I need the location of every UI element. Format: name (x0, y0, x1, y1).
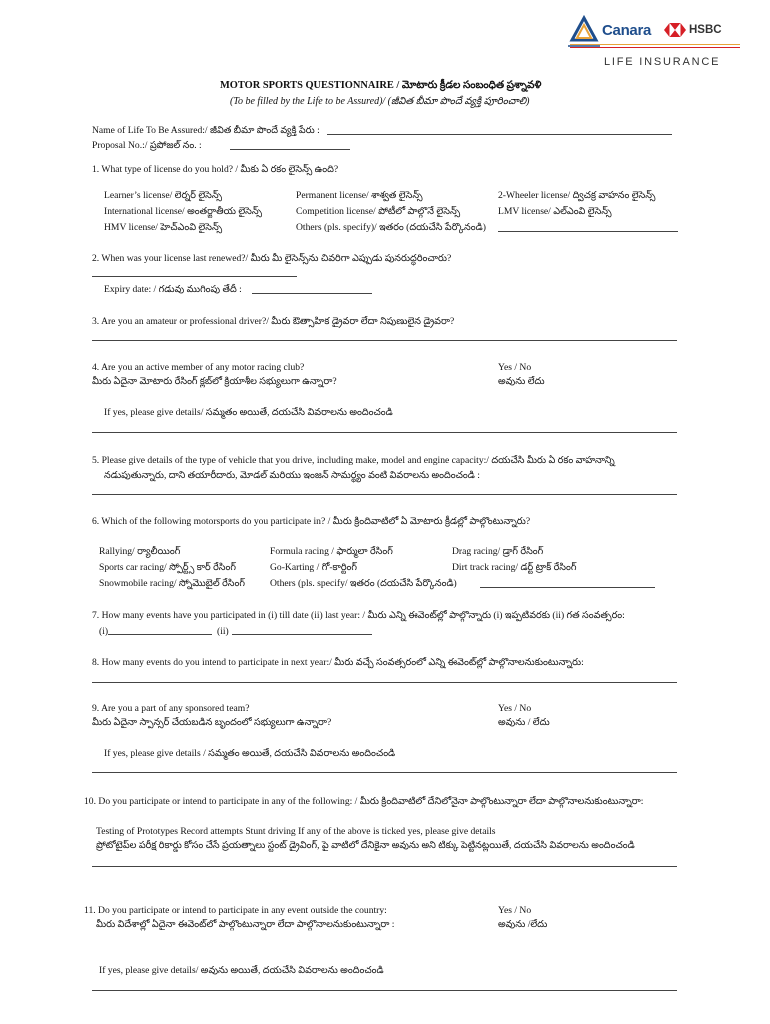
canara-hsbc-logo (566, 14, 746, 72)
q6-option[interactable]: Sports car racing/ స్పోర్ట్స్ కార్ రేసింగ్ (99, 562, 236, 573)
logo-divider-red (570, 47, 740, 48)
logo-brand-canara: Canara (602, 22, 652, 39)
logo-tagline: LIFE INSURANCE (604, 56, 721, 68)
logo-brand-hsbc: HSBC (689, 24, 722, 36)
q3-answer-line[interactable] (92, 340, 677, 341)
q4-yes-no-te[interactable]: అవును లేదు (498, 376, 545, 387)
q1-option[interactable]: LMV license/ ఎల్ఎంవి లైసెన్స్ (498, 206, 612, 217)
q1-option[interactable]: Permanent license/ శాశ్వత లైసెన్స్ (296, 190, 423, 201)
q1-option[interactable]: Others (pls. specify)/ ఇతరం (దయచేసి పేర్కొనండి) (296, 222, 486, 233)
q6-option[interactable]: Drag racing/ డ్రాగ్ రేసింగ్ (452, 546, 544, 557)
q5-text-en: 5. Please give details of the type of vehicle that you drive, including make, model and engine capacity:/ దయచేసి మీరు ఏ రకం వాహనాన్ని (92, 455, 615, 466)
q1-option[interactable]: 2-Wheeler license/ ద్విచక్ర వాహనం లైసెన్స్ (498, 190, 656, 201)
logo-divider-orange (570, 44, 740, 45)
q5-answer-line[interactable] (92, 494, 677, 495)
q3-text: 3. Are you an amateur or professional driver?/ మీరు ఔత్సాహిక డ్రైవరా లేదా నిపుణులైన డ్రైవరా? (92, 316, 455, 327)
form-subtitle: (To be filled by the Life to be Assured)/ (జీవిత బీమా పొందే వ్యక్తి పూరించాలి) (230, 96, 530, 107)
canara-triangle-icon (566, 14, 602, 54)
q7-part2-label: (ii) (217, 626, 229, 637)
q9-yes-no-te[interactable]: అవును / లేదు (498, 717, 550, 728)
q9-yes-no[interactable]: Yes / No (498, 703, 532, 714)
q6-option[interactable]: Dirt track racing/ డర్ట్ ట్రాక్ రేసింగ్ (452, 562, 577, 573)
q1-others-input-line[interactable] (498, 231, 678, 232)
q7-part2-input-line[interactable] (232, 634, 372, 635)
q6-option[interactable]: Rallying/ ర్యాలీయింగ్ (99, 546, 181, 557)
q11-yes-no[interactable]: Yes / No (498, 905, 532, 916)
q4-details-label: If yes, please give details/ సమ్మతం అయితే, దయచేసి వివరాలను అందించండి (104, 407, 393, 418)
form-title: MOTOR SPORTS QUESTIONNAIRE / మోటారు క్రీడల సంబంధిత ప్రశ్నావళి (220, 80, 542, 91)
q6-option[interactable]: Go-Karting / గో-కార్టింగ్ (270, 562, 357, 573)
q1-option[interactable]: Competition license/ పోటీలో పాల్గొనే లైసెన్స్ (296, 206, 461, 217)
q10-options-en[interactable]: Testing of Prototypes Record attempts Stunt driving If any of the above is ticked yes, please give details (96, 826, 496, 837)
q6-others-input-line[interactable] (480, 587, 655, 588)
q7-part1-input-line[interactable] (108, 634, 212, 635)
name-input-line[interactable] (327, 134, 672, 135)
q9-details-label: If yes, please give details / సమ్మతం అయితే, దయచేసి వివరాలను అందించండి (104, 748, 396, 759)
name-label: Name of Life To Be Assured:/ జీవిత బీమా పొందే వ్యక్తి పేరు : (92, 125, 320, 136)
q11-details-label: If yes, please give details/ అవును అయితే, దయచేసి వివరాలను అందించండి (99, 965, 384, 976)
q1-option[interactable]: HMV license/ హెచ్ఎంవి లైసెన్స్ (104, 222, 223, 233)
q6-text: 6. Which of the following motorsports do you participate in? / మీరు క్రిందివాటిలో ఏ మోటారు క్రీడల్లో పాల్గొంటున్నారు? (92, 516, 531, 527)
q1-option[interactable]: International license/ అంతర్జాతీయ లైసెన్స్ (104, 206, 263, 217)
q2-expiry-input-line[interactable] (252, 293, 372, 294)
q7-text: 7. How many events have you participated in (i) till date (ii) last year: / మీరు ఎన్ని ఈవెంట్‌ల్లో పాల్గొన్నారు (i) ఇప్పటివరకు (ii) గత సంవత్సరం: (92, 610, 625, 621)
q9-details-line[interactable] (92, 772, 677, 773)
q4-text-te: మీరు ఏదైనా మోటారు రేసింగ్ క్లబ్‌లో క్రియాశీల సభ్యులుగా ఉన్నారా? (92, 376, 337, 387)
q6-option[interactable]: Others (pls. specify/ ఇతరం (దయచేసి పేర్కొనండి) (270, 578, 457, 589)
q11-details-line[interactable] (92, 990, 677, 991)
q7-part1-label: (i) (99, 626, 109, 637)
q11-text-en: 11. Do you participate or intend to participate in any event outside the country: (84, 905, 387, 916)
q4-yes-no[interactable]: Yes / No (498, 362, 532, 373)
proposal-label: Proposal No.:/ ప్రపోజల్ నం. : (92, 140, 202, 151)
q9-text-te: మీరు ఏదైనా స్పాన్సర్ చేయబడిన బృందంలో సభ్యులుగా ఉన్నారా? (92, 717, 332, 728)
q6-option[interactable]: Snowmobile racing/ స్నోమొబైల్ రేసింగ్ (99, 578, 245, 589)
q11-text-te: మీరు విదేశాల్లో ఏదైనా ఈవెంట్‌లో పాల్గొంటున్నారా లేదా పాల్గొనాలనుకుంటున్నారా : (96, 919, 395, 930)
q8-text: 8. How many events do you intend to participate in next year:/ మీరు వచ్చే సంవత్సరంలో ఎన్ని ఈవెంట్‌ల్లో పాల్గొనాలనుకుంటున్నారు: (92, 657, 584, 668)
hsbc-hexagon-icon (664, 23, 686, 37)
q10-text: 10. Do you participate or intend to participate in any of the following: / మీరు క్రిందివాటిలో దేనిలోనైనా పాల్గొంటున్నారా లేదా పాల్గొనాలనుకుంటున్నారా: (84, 796, 644, 807)
q2-expiry-label: Expiry date: / గడువు ముగింపు తేదీ : (104, 284, 242, 295)
q1-text: 1. What type of license do you hold? / మీకు ఏ రకం లైసెన్స్ ఉంది? (92, 164, 339, 175)
q5-text-te: నడుపుతున్నారు, దాని తయారీదారు, మోడల్ మరియు ఇంజన్ సామర్థ్యం వంటి వివరాలను అందించండి : (104, 470, 480, 481)
q10-details-line[interactable] (92, 866, 677, 867)
q6-option[interactable]: Formula racing / ఫార్ములా రేసింగ్ (270, 546, 393, 557)
q2-answer-line[interactable] (92, 276, 297, 277)
q1-option[interactable]: Learner’s license/ లెర్నర్ లైసెన్స్ (104, 190, 223, 201)
q11-yes-no-te[interactable]: అవును /లేదు (498, 919, 548, 930)
q4-details-line[interactable] (92, 432, 677, 433)
proposal-input-line[interactable] (230, 149, 350, 150)
q9-text-en: 9. Are you a part of any sponsored team? (92, 703, 250, 714)
q4-text-en: 4. Are you an active member of any motor racing club? (92, 362, 305, 373)
q10-options-te[interactable]: ప్రోటోటైప్‌ల పరీక్ష రికార్డు కోసం చేసే ప్రయత్నాలు స్టంట్ డ్రైవింగ్, పై వాటిలో దేనికైనా అవును అని టిక్కు పెట్టినట్లయితే, దయచేసి వివరాలను అందించండి (96, 840, 635, 851)
q2-text: 2. When was your license last renewed?/ మీరు మీ లైసెన్స్‌ను చివరిగా ఎప్పుడు పునరుద్ధరించారు? (92, 253, 452, 264)
q8-answer-line[interactable] (92, 682, 677, 683)
